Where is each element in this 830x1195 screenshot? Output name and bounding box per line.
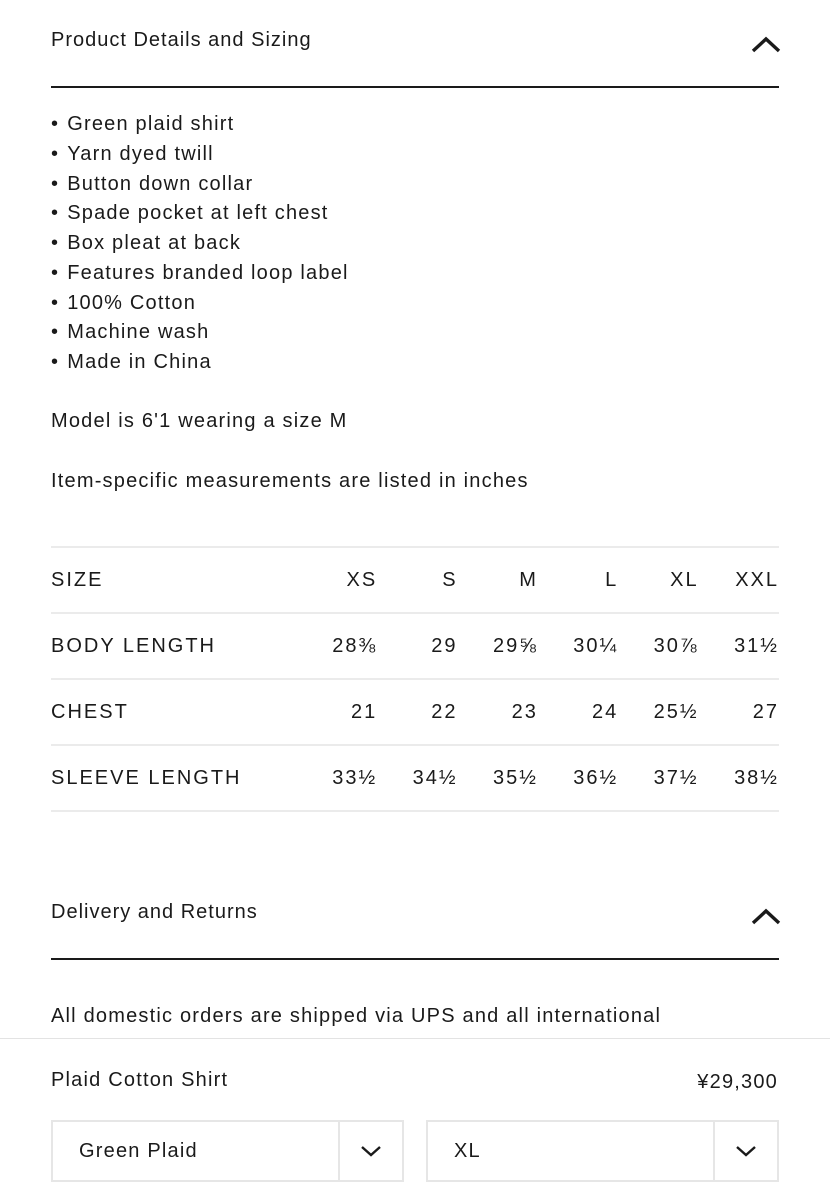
size-select[interactable] — [426, 1120, 779, 1182]
table-cell: 25½ — [653, 700, 699, 723]
chevron-down-icon — [359, 1143, 383, 1159]
product-price: ¥29,300 — [697, 1071, 778, 1093]
list-item: • Green plaid shirt — [51, 110, 349, 140]
list-item: • Button down collar — [51, 170, 349, 200]
product-name: Plaid Cotton Shirt — [51, 1069, 229, 1091]
size-select-value: XL — [454, 1139, 481, 1162]
table-row — [51, 745, 779, 811]
list-item: • Features branded loop label — [51, 259, 349, 289]
details-bullet-list — [51, 110, 349, 378]
list-item: • Made in China — [51, 348, 349, 378]
table-cell: 29 — [431, 634, 458, 657]
details-divider — [51, 86, 779, 88]
table-cell: 36½ — [573, 766, 619, 789]
table-cell: 23 — [511, 700, 538, 723]
table-cell: 29⅝ — [492, 634, 538, 657]
table-header-cell: M — [519, 568, 538, 591]
color-select-value: Green Plaid — [79, 1139, 198, 1162]
table-cell: CHEST — [51, 700, 129, 723]
table-header-cell: XXL — [735, 568, 779, 591]
table-header-cell: XS — [346, 568, 378, 591]
table-cell: 27 — [752, 700, 779, 723]
delivery-text: All domestic orders are shipped via UPS and all international — [51, 1005, 662, 1027]
purchase-bar — [0, 1038, 830, 1195]
table-cell: 37½ — [653, 766, 699, 789]
list-item: • Machine wash — [51, 318, 349, 348]
chevron-up-icon[interactable] — [750, 904, 782, 928]
table-header-cell: XL — [670, 568, 699, 591]
table-header-cell: SIZE — [51, 568, 104, 591]
table-header-cell: S — [442, 568, 458, 591]
table-cell: 33½ — [332, 766, 378, 789]
table-cell: SLEEVE LENGTH — [51, 766, 242, 789]
table-cell: 22 — [431, 700, 458, 723]
table-cell: 28⅜ — [332, 634, 378, 657]
table-cell: 30¼ — [573, 634, 619, 657]
table-cell: 38½ — [734, 766, 779, 789]
details-title: Product Details and Sizing — [51, 29, 312, 51]
list-item: • 100% Cotton — [51, 289, 349, 319]
size-chart-table — [51, 546, 779, 812]
list-item: • Box pleat at back — [51, 229, 349, 259]
color-select-caret[interactable] — [338, 1122, 402, 1180]
delivery-title: Delivery and Returns — [51, 901, 258, 923]
list-item: • Spade pocket at left chest — [51, 199, 349, 229]
model-note: Model is 6'1 wearing a size M — [51, 410, 348, 432]
chevron-up-icon[interactable] — [750, 32, 782, 56]
details-accordion-header[interactable] — [51, 28, 779, 56]
table-cell: BODY LENGTH — [51, 634, 216, 657]
list-item: • Yarn dyed twill — [51, 140, 349, 170]
table-cell: 21 — [350, 700, 378, 723]
table-cell: 35½ — [492, 766, 538, 789]
chevron-down-icon — [734, 1143, 758, 1159]
delivery-divider — [51, 958, 779, 960]
measurement-note: Item-specific measurements are listed in inches — [51, 470, 529, 492]
table-cell: 34½ — [412, 766, 458, 789]
table-row — [51, 613, 779, 679]
delivery-accordion-header[interactable] — [51, 900, 779, 928]
table-cell: 24 — [591, 700, 619, 723]
table-header-cell: L — [605, 568, 619, 591]
size-select-caret[interactable] — [713, 1122, 777, 1180]
size-header-row — [51, 547, 779, 613]
table-cell: 30⅞ — [653, 634, 699, 657]
color-select[interactable] — [51, 1120, 404, 1182]
table-cell: 31½ — [734, 634, 779, 657]
table-row — [51, 679, 779, 745]
